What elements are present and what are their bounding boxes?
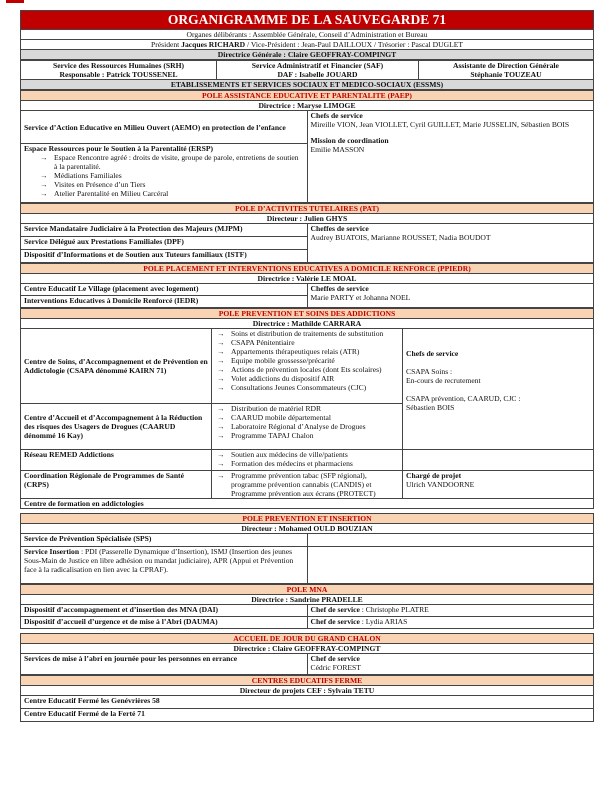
ajgc-chef-cell: Chef de service Cédric FOREST	[307, 654, 594, 675]
pi-director: Directeur : Mohamed OULD BOUZIAN	[21, 524, 594, 534]
president-line: Président Jacques RICHARD / Vice-Président : Jean-Paul DAILLOUX / Trésorier : Pascal DUGLET	[21, 40, 594, 50]
ppiedr-row-village: Centre Educatif Le Village (placement avec logement)	[21, 284, 308, 296]
ppiedr-director: Directrice : Valérie LE MOAL	[21, 274, 594, 284]
list-item: → CAARUD mobile départemental	[215, 413, 399, 422]
essms-heading: ETABLISSEMENTS ET SERVICES SOCIAUX ET MEDICO-SOCIAUX (ESSMS)	[21, 80, 594, 90]
list-item: → Actions de prévention locales (dont Ets scolaires)	[215, 365, 399, 374]
psa-remed: Réseau REMED Addictions	[21, 450, 212, 471]
paep-chefs: Mireille VION, Jean VIOLLET, Cyril GUILLET, Marie JUSSELIN, Sébastien BOIS	[310, 120, 570, 129]
service-srh: Service des Ressources Humaines (SRH) Responsable : Patrick TOUSSENEL	[21, 61, 217, 80]
cef-row-ferte: Centre Educatif Fermé de la Ferté 71	[21, 709, 594, 722]
pat-row-dpf: Service Délégué aux Prestations Familiales (DPF)	[21, 237, 308, 250]
psa-projet-cell: Chargé de projet Ulrich VANDOORNE	[403, 471, 594, 499]
list-item: → Soutien aux médecins de ville/patients	[215, 450, 399, 459]
top-strip	[0, 0, 612, 6]
psa-caarud: Centre d’Accueil et d’Accompagnement à la Réduction des risques des Usagers de Drogues (CAARUD dénommé 16 Kay)	[21, 404, 212, 450]
mna-chef-dauma: Chef de service : Lydia ARIAS	[307, 617, 594, 629]
paep-mission-label: Mission de coordination	[310, 136, 389, 145]
page-title: ORGANIGRAMME DE LA SAUVEGARDE 71	[21, 11, 594, 30]
cef-director: Directeur de projets CEF : Sylvain TETU	[21, 686, 594, 696]
list-item: → Visites en Présence d’un Tiers	[24, 180, 304, 189]
paep-ersp	[21, 144, 308, 203]
mna-director: Directrice : Sandrine PRADELLE	[21, 595, 594, 605]
psa-table	[20, 308, 594, 509]
top-red-mark	[6, 0, 24, 3]
document	[20, 10, 594, 722]
psa-csapa-list-cell	[212, 329, 403, 404]
pat-table	[20, 203, 594, 263]
pi-title: POLE PREVENTION ET INSERTION	[21, 514, 594, 524]
ppiedr-row-iedr: Interventions Educatives à Domicile Renforcé (IEDR)	[21, 296, 308, 308]
psa-csapa: Centre de Soins, d’Accompagnement et de Prévention en Addictologie (CSAPA dénommé KAIRN 71)	[21, 329, 212, 404]
list-item: → Espace Rencontre agréé : droits de visite, groupe de parole, entretiens de soutien à la parentalité.	[24, 153, 304, 171]
list-item: → Distribution de matériel RDR	[215, 404, 399, 413]
cef-table	[20, 675, 594, 722]
mna-row-dauma: Dispositif d’accueil d’urgence et de mise à l’Abri (DAUMA)	[21, 617, 308, 629]
direction-generale: Directrice Générale : Claire GEOFFRAY-COMPINGT	[21, 50, 594, 60]
ppiedr-table	[20, 263, 594, 308]
cef-row-genevrieres: Centre Educatif Fermé les Genévrières 58	[21, 696, 594, 709]
psa-empty-cell	[403, 450, 594, 471]
list-item: → CSAPA Pénitentiaire	[215, 338, 399, 347]
paep-ersp-list	[24, 153, 304, 198]
ajgc-title: ACCUEIL DE JOUR DU GRAND CHALON	[21, 634, 594, 644]
organs-line: Organes délibérants : Assemblée Générale, Conseil d’Administration et Bureau	[21, 30, 594, 40]
psa-csapa-list	[215, 329, 399, 392]
list-item: → Programme prévention tabac (SFP régional), programme prévention cannabis (CANDIS) et Programme prévention aux écrans (PROTECT)	[215, 471, 399, 498]
psa-formation: Centre de formation en addictologies	[21, 499, 594, 509]
list-item: → Laboratoire Régional d’Analyse de Drogues	[215, 422, 399, 431]
psa-caarud-list-cell	[212, 404, 403, 450]
list-item: → Atelier Parentalité en Milieu Carcéral	[24, 189, 304, 198]
pi-empty-1	[307, 534, 594, 547]
list-item: → Formation des médecins et pharmaciens	[215, 459, 399, 468]
cef-title: CENTRES EDUCATIFS FERME	[21, 676, 594, 686]
mna-table	[20, 584, 594, 629]
pat-director: Directeur : Julien GHYS	[21, 214, 594, 224]
paep-table	[20, 90, 594, 203]
pi-empty-2	[307, 547, 594, 584]
mna-title: POLE MNA	[21, 585, 594, 595]
ajgc-director: Directrice : Claire GEOFFRAY-COMPINGT	[21, 644, 594, 654]
pat-row-mjpm: Service Mandataire Judiciaire à la Protection des Majeurs (MJPM)	[21, 224, 308, 237]
psa-title: POLE PREVENTION ET SOINS DES ADDICTIONS	[21, 309, 594, 319]
paep-ersp-title: Espace Ressources pour le Soutien à la Parentalité (ERSP)	[24, 144, 213, 153]
paep-chefs-label: Chefs de service	[310, 111, 363, 120]
list-item: → Soins et distribution de traitements de substitution	[215, 329, 399, 338]
paep-title: POLE ASSISTANCE EDUCATIVE ET PARENTALITE (PAEP)	[21, 91, 594, 101]
ajgc-table	[20, 633, 594, 675]
list-item: → Equipe mobile grossesse/précarité	[215, 356, 399, 365]
psa-remed-list	[215, 450, 399, 468]
pi-insertion: Service Insertion : PDI (Passerelle Dynamique d’Insertion), ISMJ (Insertion des jeunes Sous-Main de Justice en libre adhésion ou mandat judiciaire), APR (Appui et Prévention face à la radicalisation en lien avec la CPRAF).	[21, 547, 308, 584]
psa-crps: Coordination Régionale de Programmes de Santé (CRPS)	[21, 471, 212, 499]
mna-row-dai: Dispositif d’accompagnement et d’insertion des MNA (DAI)	[21, 605, 308, 617]
pi-sps: Service de Prévention Spécialisée (SPS)	[21, 534, 308, 547]
services-table	[20, 60, 594, 90]
ppiedr-chefs-cell: Cheffes de service Marie PARTY et Johanna NOEL	[307, 284, 594, 308]
list-item: → Programme TAPAJ Chalon	[215, 431, 399, 440]
mna-chef-dai: Chef de service : Christophe PLATRE	[307, 605, 594, 617]
pat-chefs-cell: Cheffes de service Audrey BUATOIS, Marianne ROUSSET, Nadia BOUDOT	[307, 224, 594, 263]
psa-director: Directrice : Mathilde CARRARA	[21, 319, 594, 329]
psa-caarud-list	[215, 404, 399, 440]
list-item: → Volet addictions du dispositif AIR	[215, 374, 399, 383]
list-item: → Appartements thérapeutiques relais (ATR)	[215, 347, 399, 356]
list-item: → Médiations Familiales	[24, 171, 304, 180]
service-assistante: Assistante de Direction Générale Stéphanie TOUZEAU	[418, 61, 593, 80]
pat-row-istf: Dispositif d’Informations et de Soutien aux Tuteurs familiaux (ISTF)	[21, 250, 308, 263]
ppiedr-title: POLE PLACEMENT ET INTERVENTIONS EDUCATIVES A DOMICILE RENFORCE (PPIEDR)	[21, 264, 594, 274]
paep-chefs-cell	[307, 111, 594, 203]
paep-director: Directrice : Maryse LIMOGE	[21, 101, 594, 111]
ajgc-service: Services de mise à l’abri en journée pour les personnes en errance	[21, 654, 308, 675]
pi-table	[20, 513, 594, 584]
paep-mission: Emilie MASSON	[310, 145, 365, 154]
service-saf: Service Administratif et Financier (SAF) DAF : Isabelle JOUARD	[217, 61, 419, 80]
list-item: → Consultations Jeunes Consommateurs (CJC)	[215, 383, 399, 392]
psa-remed-list-cell	[212, 450, 403, 471]
header-table	[20, 10, 594, 60]
psa-crps-list-cell	[212, 471, 403, 499]
psa-crps-list	[215, 471, 399, 498]
psa-chefs-cell: Chefs de service CSAPA Soins : En-cours de recrutement CSAPA prévention, CAARUD, CJC : Sébastien BOIS	[403, 329, 594, 450]
paep-aemo: Service d’Action Educative en Milieu Ouvert (AEMO) en protection de l’enfance	[21, 111, 308, 144]
pat-title: POLE D’ACTIVITES TUTELAIRES (PAT)	[21, 204, 594, 214]
